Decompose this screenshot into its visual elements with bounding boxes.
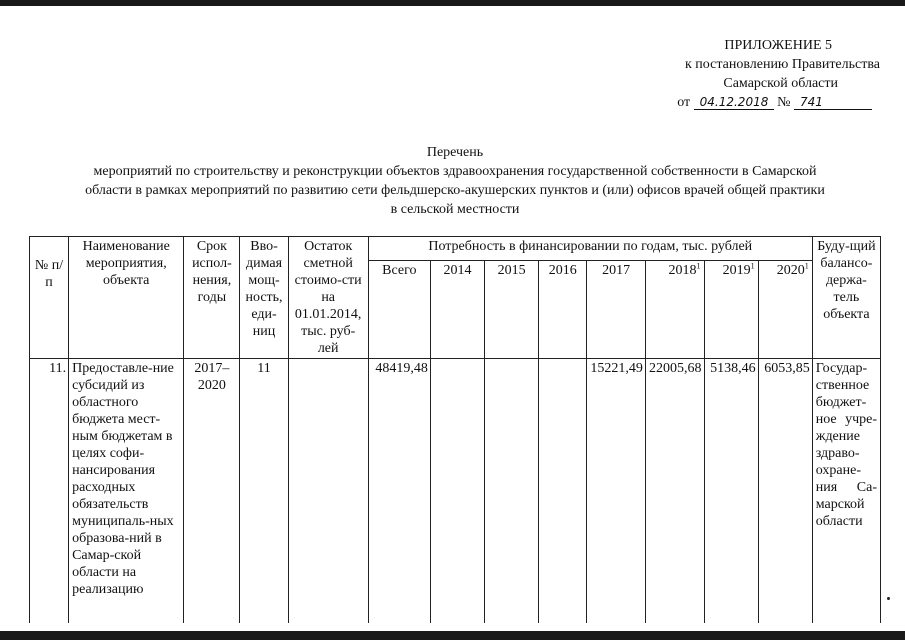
scan-bottom-border <box>0 631 905 640</box>
row-num: 11. <box>30 359 69 624</box>
row-holder: Государ-ственное бюджет-ное учре-ждение здраво-охране-ния Са-марской области <box>812 359 880 624</box>
scan-speck <box>887 597 890 600</box>
appendix-block <box>677 36 880 112</box>
handwritten-date: 04.12.2018 <box>694 95 774 110</box>
financing-table <box>29 236 881 623</box>
header-name: Наименование мероприятия, объекта <box>69 237 184 359</box>
appendix-title: ПРИЛОЖЕНИЕ 5 <box>724 38 832 53</box>
handwritten-number: 741 <box>794 95 872 110</box>
table-row <box>30 359 881 624</box>
row-2017: 15221,49 <box>587 359 646 624</box>
title-line-2: области в рамках мероприятий по развитию сети фельдшерско-акушерских пунктов и (или) офисов врачей общей практики <box>85 183 825 198</box>
header-2019: 2019$^1$ <box>704 261 758 359</box>
row-2015 <box>485 359 539 624</box>
row-name: Предоставле-ние субсидий из областного бюджета мест-ным бюджетам в целях софи-нансирования расходных обязательств муниципаль-ных образова-ний в Самар-ской области на реализацию <box>69 359 184 624</box>
row-remainder <box>288 359 368 624</box>
row-capacity: 11 <box>240 359 288 624</box>
header-total: Всего <box>368 261 430 359</box>
row-total: 48419,48 <box>368 359 430 624</box>
header-2020: 2020$^1$ <box>758 261 812 359</box>
row-2020: 6053,85 <box>758 359 812 624</box>
header-num: № п/п <box>30 237 69 359</box>
header-remainder: Остаток сметной стоимо-сти на 01.01.2014, тыс. руб-лей <box>288 237 368 359</box>
row-2018: 22005,68 <box>645 359 704 624</box>
row-2016 <box>539 359 587 624</box>
appendix-decree-line: к постановлению Правительства <box>684 57 880 72</box>
header-2018: 2018$^1$ <box>645 261 704 359</box>
scan-top-border <box>0 0 905 6</box>
appendix-region-line: Самарской области <box>723 76 838 91</box>
row-2014 <box>430 359 484 624</box>
title-line-3: в сельской местности <box>390 202 520 217</box>
header-term: Срок испол-нения, годы <box>184 237 240 359</box>
header-financing-group: Потребность в финансировании по годам, тыс. рублей <box>368 237 812 261</box>
row-term: 2017–2020 <box>184 359 240 624</box>
header-capacity: Вво-димая мощ-ность, еди-ниц <box>240 237 288 359</box>
header-2016: 2016 <box>539 261 587 359</box>
number-label: № <box>777 95 791 110</box>
from-label: от <box>677 95 691 110</box>
title-heading: Перечень <box>426 145 484 160</box>
header-2014: 2014 <box>430 261 484 359</box>
header-2015: 2015 <box>485 261 539 359</box>
appendix-date-line <box>677 93 872 112</box>
header-holder: Буду-щий балансо-держа-тель объекта <box>812 237 880 359</box>
document-title <box>30 143 880 219</box>
row-2019: 5138,46 <box>704 359 758 624</box>
header-2017: 2017 <box>587 261 646 359</box>
title-line-1: мероприятий по строительству и реконструкции объектов здравоохранения государственной собственности в Самарской <box>93 164 817 179</box>
